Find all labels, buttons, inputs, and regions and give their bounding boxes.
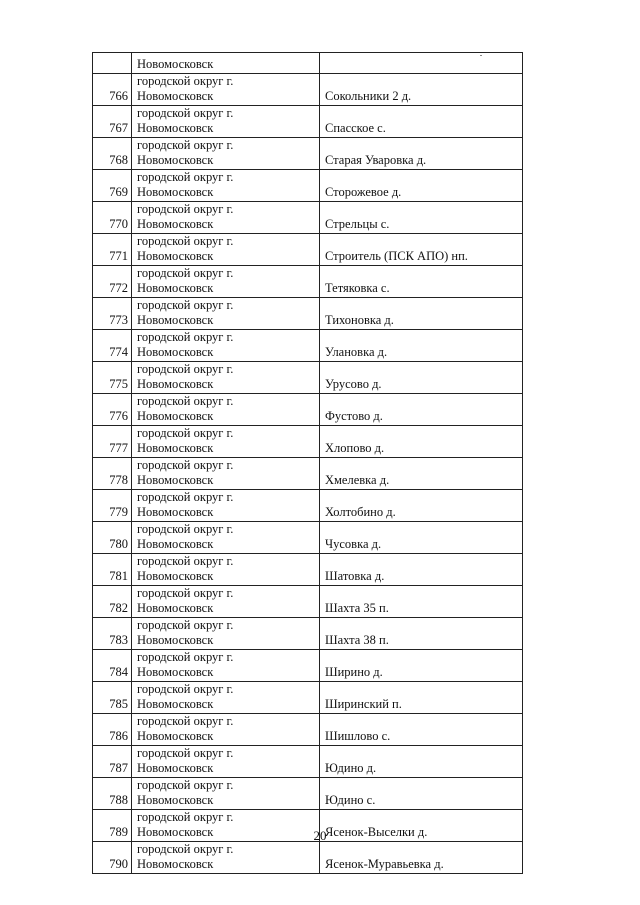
district-cell bbox=[132, 170, 320, 202]
district-line-2: Новомосковск bbox=[137, 857, 214, 871]
row-number-cell: 781 bbox=[93, 554, 132, 586]
district-line-1: городской округ г. bbox=[137, 170, 234, 184]
district-name: Новомосковск bbox=[137, 57, 214, 71]
table-row bbox=[93, 554, 523, 586]
district-cell bbox=[132, 266, 320, 298]
place-cell: Хмелевка д. bbox=[320, 458, 523, 490]
district-line-1: городской округ г. bbox=[137, 330, 234, 344]
place-cell: Шахта 38 п. bbox=[320, 618, 523, 650]
district-cell bbox=[132, 682, 320, 714]
place-cell: Хлопово д. bbox=[320, 426, 523, 458]
district-line-1: городской округ г. bbox=[137, 426, 234, 440]
district-line-2: Новомосковск bbox=[137, 761, 214, 775]
row-number-cell: 789 bbox=[93, 810, 132, 842]
district-line-1: городской округ г. bbox=[137, 74, 234, 88]
place-cell: Ясенок-Выселки д. bbox=[320, 810, 523, 842]
district-line-2: Новомосковск bbox=[137, 281, 214, 295]
place-cell: Юдино д. bbox=[320, 746, 523, 778]
place-cell: Улановка д. bbox=[320, 330, 523, 362]
table-row bbox=[93, 74, 523, 106]
district-line-1: городской округ г. bbox=[137, 554, 234, 568]
place-cell: Юдино с. bbox=[320, 778, 523, 810]
row-number-cell: 784 bbox=[93, 650, 132, 682]
row-number-cell: 767 bbox=[93, 106, 132, 138]
district-line-1: городской округ г. bbox=[137, 490, 234, 504]
district-line-1: городской округ г. bbox=[137, 810, 234, 824]
district-cell bbox=[132, 74, 320, 106]
row-number-cell: 771 bbox=[93, 234, 132, 266]
district-line-1: городской округ г. bbox=[137, 586, 234, 600]
table-row bbox=[93, 586, 523, 618]
district-cell bbox=[132, 362, 320, 394]
row-number-cell: 774 bbox=[93, 330, 132, 362]
place-cell: Ширино д. bbox=[320, 650, 523, 682]
district-line-2: Новомосковск bbox=[137, 601, 214, 615]
district-line-1: городской округ г. bbox=[137, 682, 234, 696]
place-cell: Старая Уваровка д. bbox=[320, 138, 523, 170]
table-row bbox=[93, 138, 523, 170]
row-number-cell: 769 bbox=[93, 170, 132, 202]
district-cell bbox=[132, 394, 320, 426]
district-line-2: Новомосковск bbox=[137, 121, 214, 135]
place-cell: Урусово д. bbox=[320, 362, 523, 394]
district-line-2: Новомосковск bbox=[137, 217, 214, 231]
district-line-1: городской округ г. bbox=[137, 746, 234, 760]
table-row bbox=[93, 170, 523, 202]
place-cell: Чусовка д. bbox=[320, 522, 523, 554]
table-row bbox=[93, 330, 523, 362]
district-line-1: городской округ г. bbox=[137, 106, 234, 120]
district-line-1: городской округ г. bbox=[137, 650, 234, 664]
district-line-1: городской округ г. bbox=[137, 714, 234, 728]
table-row bbox=[93, 522, 523, 554]
row-number-cell: 788 bbox=[93, 778, 132, 810]
district-cell bbox=[132, 298, 320, 330]
district-line-1: городской округ г. bbox=[137, 266, 234, 280]
table-row bbox=[93, 362, 523, 394]
place-cell: Ясенок-Муравьевка д. bbox=[320, 842, 523, 874]
settlements-table bbox=[92, 52, 523, 874]
table-row bbox=[93, 650, 523, 682]
district-line-2: Новомосковск bbox=[137, 505, 214, 519]
table-row bbox=[93, 426, 523, 458]
settlements-table-body bbox=[93, 53, 523, 874]
district-cell bbox=[132, 778, 320, 810]
district-line-2: Новомосковск bbox=[137, 153, 214, 167]
table-row bbox=[93, 458, 523, 490]
table-row bbox=[93, 618, 523, 650]
district-line-1: городской округ г. bbox=[137, 778, 234, 792]
district-line-2: Новомосковск bbox=[137, 409, 214, 423]
table-row bbox=[93, 682, 523, 714]
table-row bbox=[93, 394, 523, 426]
table-row bbox=[93, 106, 523, 138]
table-row-continued bbox=[93, 53, 523, 74]
row-number-cell: 783 bbox=[93, 618, 132, 650]
row-number-cell bbox=[93, 53, 132, 74]
district-line-2: Новомосковск bbox=[137, 185, 214, 199]
district-cell bbox=[132, 53, 320, 74]
row-number-cell: 782 bbox=[93, 586, 132, 618]
table-row bbox=[93, 234, 523, 266]
place-cell: Стрельцы с. bbox=[320, 202, 523, 234]
table-row bbox=[93, 266, 523, 298]
district-line-2: Новомосковск bbox=[137, 345, 214, 359]
district-cell bbox=[132, 842, 320, 874]
row-number-cell: 770 bbox=[93, 202, 132, 234]
district-cell bbox=[132, 330, 320, 362]
district-cell bbox=[132, 106, 320, 138]
district-line-1: городской округ г. bbox=[137, 458, 234, 472]
district-line-1: городской округ г. bbox=[137, 842, 234, 856]
district-line-1: городской округ г. bbox=[137, 522, 234, 536]
row-number-cell: 773 bbox=[93, 298, 132, 330]
table-row bbox=[93, 202, 523, 234]
district-cell bbox=[132, 426, 320, 458]
row-number-cell: 777 bbox=[93, 426, 132, 458]
row-number-cell: 766 bbox=[93, 74, 132, 106]
row-number-cell: 787 bbox=[93, 746, 132, 778]
place-cell: Фустово д. bbox=[320, 394, 523, 426]
district-cell bbox=[132, 586, 320, 618]
district-line-2: Новомосковск bbox=[137, 729, 214, 743]
place-cell: Шатовка д. bbox=[320, 554, 523, 586]
row-number-cell: 778 bbox=[93, 458, 132, 490]
district-line-1: городской округ г. bbox=[137, 298, 234, 312]
table-row bbox=[93, 778, 523, 810]
row-number-cell: 780 bbox=[93, 522, 132, 554]
district-line-2: Новомосковск bbox=[137, 473, 214, 487]
district-cell bbox=[132, 234, 320, 266]
district-cell bbox=[132, 202, 320, 234]
district-line-1: городской округ г. bbox=[137, 394, 234, 408]
district-cell bbox=[132, 458, 320, 490]
row-number-cell: 790 bbox=[93, 842, 132, 874]
district-cell bbox=[132, 650, 320, 682]
district-line-2: Новомосковск bbox=[137, 89, 214, 103]
district-line-1: городской округ г. bbox=[137, 138, 234, 152]
district-line-2: Новомосковск bbox=[137, 697, 214, 711]
row-number-cell: 775 bbox=[93, 362, 132, 394]
district-line-2: Новомосковск bbox=[137, 313, 214, 327]
district-line-1: городской округ г. bbox=[137, 234, 234, 248]
row-number-cell: 785 bbox=[93, 682, 132, 714]
row-number-cell: 779 bbox=[93, 490, 132, 522]
district-line-2: Новомосковск bbox=[137, 793, 214, 807]
place-cell: Шишлово с. bbox=[320, 714, 523, 746]
place-cell bbox=[320, 53, 523, 74]
district-cell bbox=[132, 490, 320, 522]
district-line-2: Новомосковск bbox=[137, 665, 214, 679]
place-cell: Спасское с. bbox=[320, 106, 523, 138]
district-cell bbox=[132, 746, 320, 778]
district-line-2: Новомосковск bbox=[137, 537, 214, 551]
table-row bbox=[93, 298, 523, 330]
place-cell: Ширинский п. bbox=[320, 682, 523, 714]
table-row bbox=[93, 842, 523, 874]
district-cell bbox=[132, 522, 320, 554]
place-cell: Тихоновка д. bbox=[320, 298, 523, 330]
district-line-2: Новомосковск bbox=[137, 249, 214, 263]
row-number-cell: 772 bbox=[93, 266, 132, 298]
district-line-2: Новомосковск bbox=[137, 569, 214, 583]
table-row bbox=[93, 746, 523, 778]
place-cell: Шахта 35 п. bbox=[320, 586, 523, 618]
place-cell: Строитель (ПСК АПО) нп. bbox=[320, 234, 523, 266]
row-number-cell: 768 bbox=[93, 138, 132, 170]
place-cell: Тетяковка с. bbox=[320, 266, 523, 298]
district-line-2: Новомосковск bbox=[137, 441, 214, 455]
district-line-2: Новомосковск bbox=[137, 825, 214, 839]
place-cell: Холтобино д. bbox=[320, 490, 523, 522]
table-row bbox=[93, 714, 523, 746]
place-cell: Сокольники 2 д. bbox=[320, 74, 523, 106]
row-number-cell: 776 bbox=[93, 394, 132, 426]
district-line-1: городской округ г. bbox=[137, 618, 234, 632]
district-cell bbox=[132, 554, 320, 586]
district-cell bbox=[132, 138, 320, 170]
district-cell bbox=[132, 714, 320, 746]
district-line-1: городской округ г. bbox=[137, 362, 234, 376]
district-line-2: Новомосковск bbox=[137, 633, 214, 647]
district-line-1: городской округ г. bbox=[137, 202, 234, 216]
row-number-cell: 786 bbox=[93, 714, 132, 746]
page-number: 20 bbox=[313, 828, 327, 843]
district-line-2: Новомосковск bbox=[137, 377, 214, 391]
district-cell bbox=[132, 618, 320, 650]
table-row bbox=[93, 490, 523, 522]
place-cell: Сторожевое д. bbox=[320, 170, 523, 202]
